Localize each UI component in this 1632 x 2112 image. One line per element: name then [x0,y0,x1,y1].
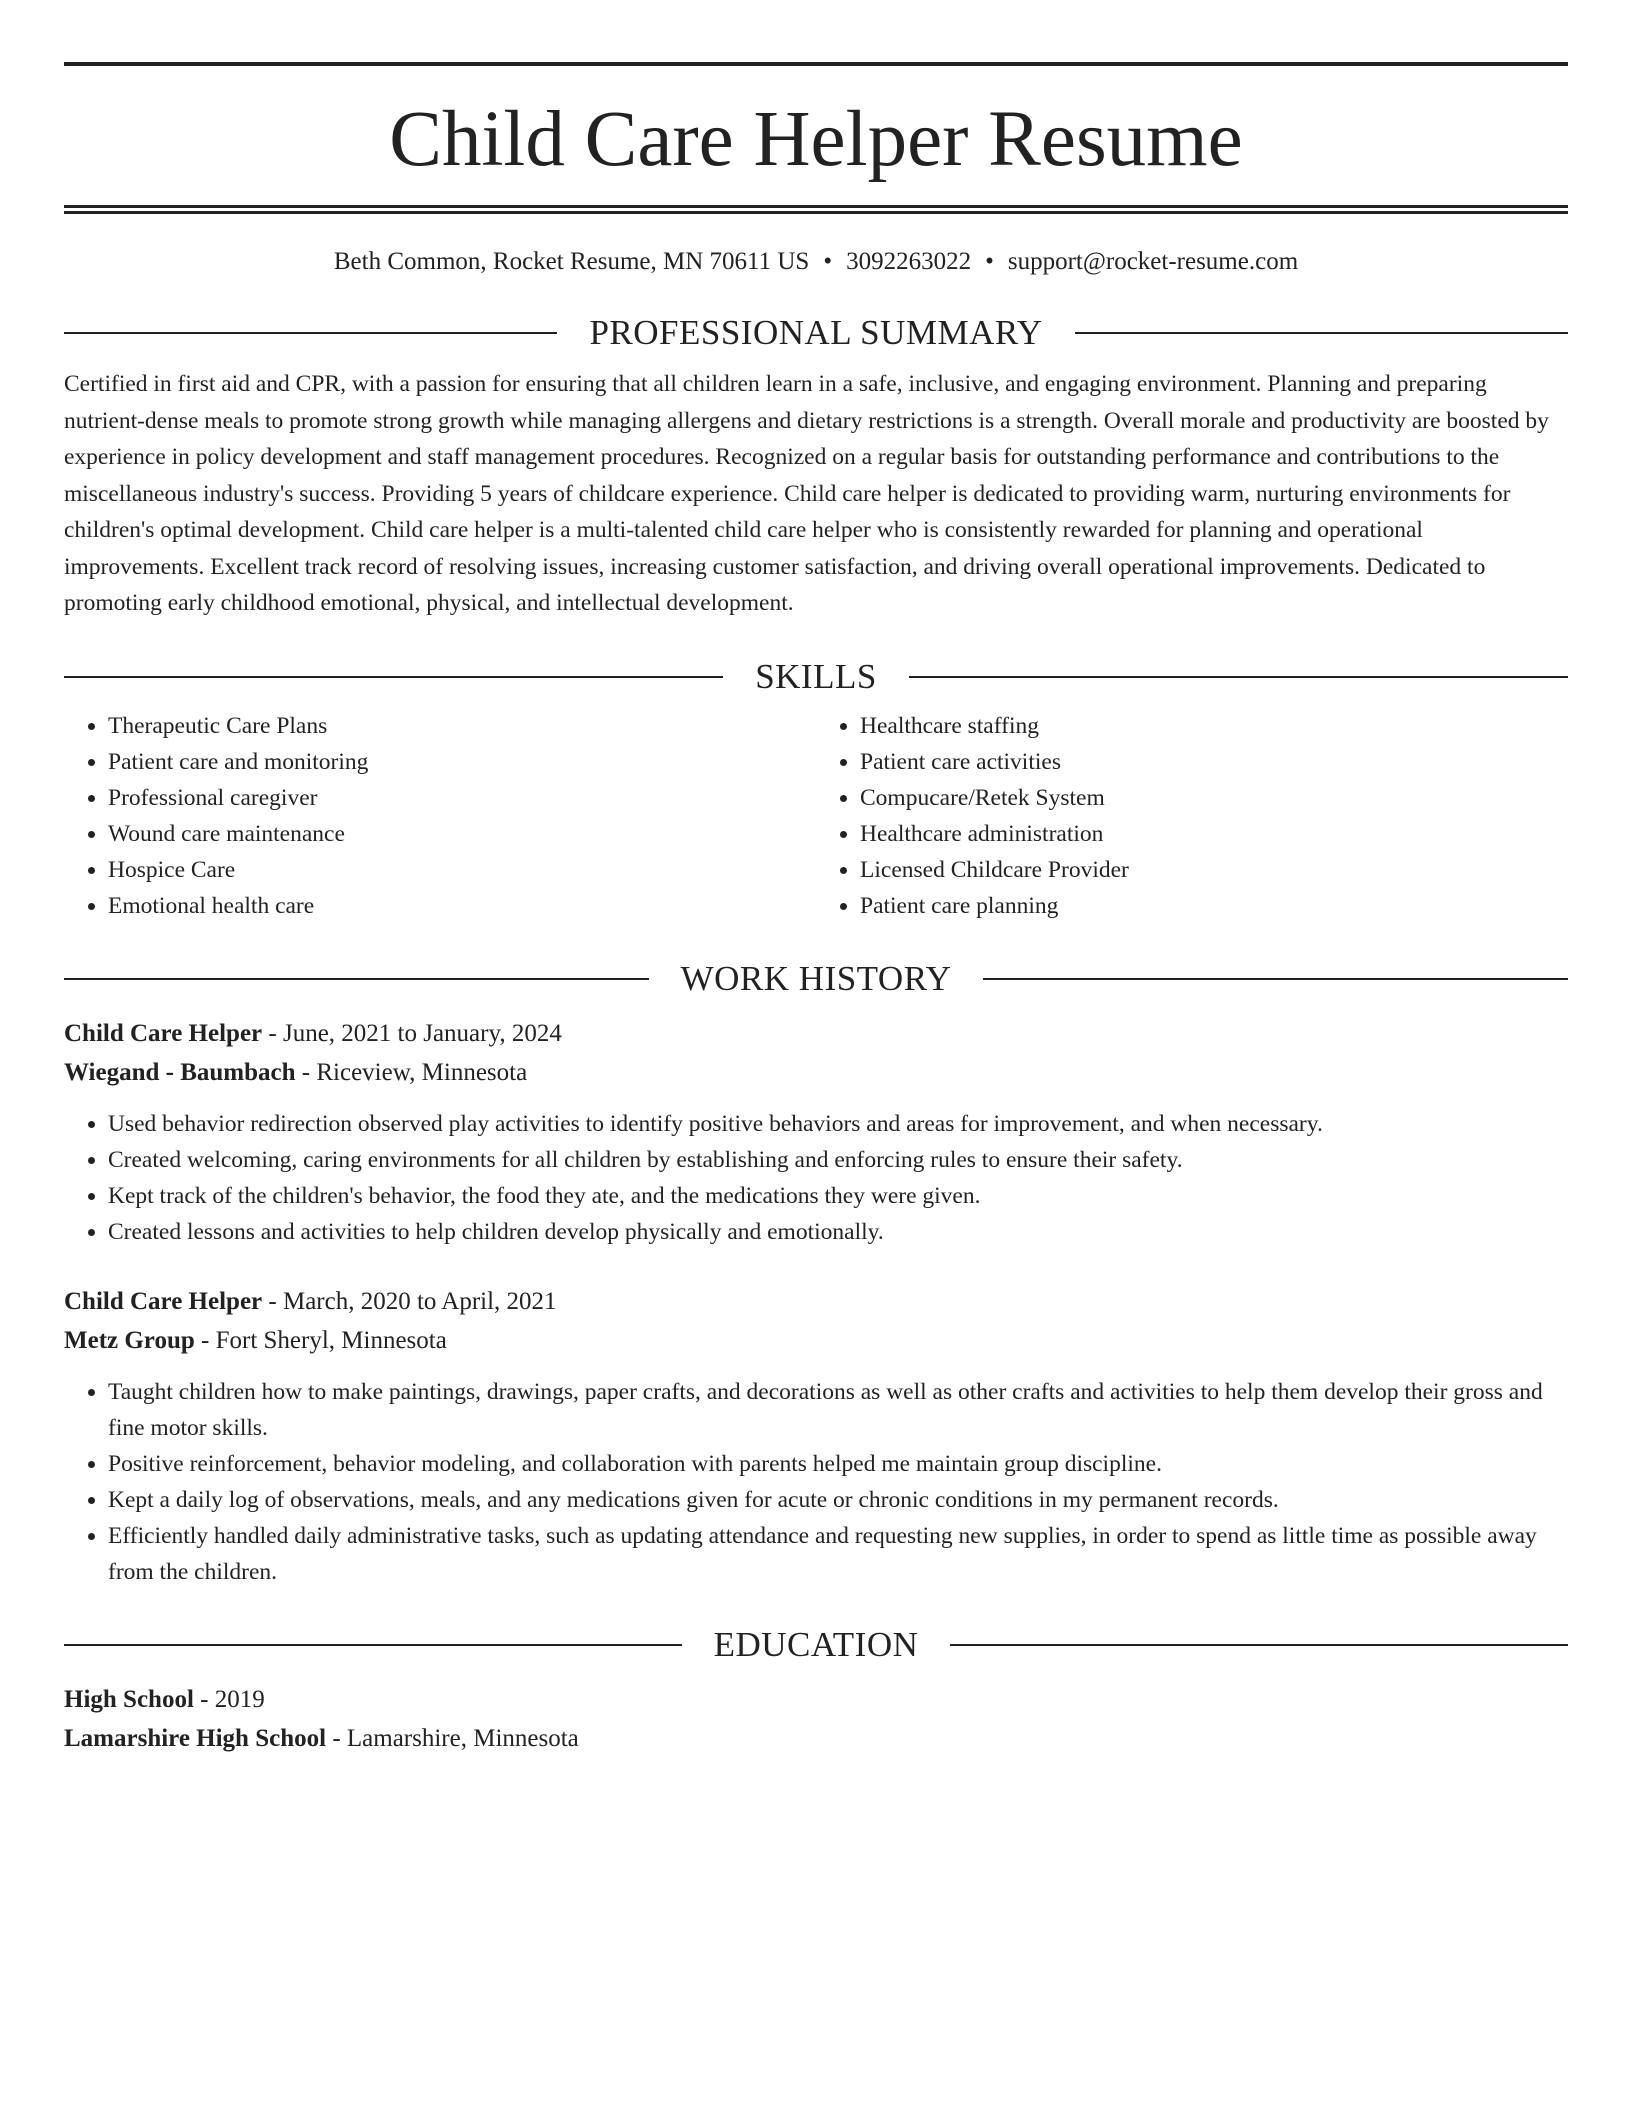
section-heading-work [64,958,1568,1000]
work-heading: WORK HISTORY [680,958,952,998]
job-bullet: • Kept track of the children's behavior, the food they ate, and the medications they were given. [108,1178,1568,1214]
skill-item: • Wound care maintenance [108,816,816,852]
job-bullets [64,1374,1568,1590]
job-title: Child Care Helper [64,1019,263,1047]
skill-item: • Healthcare staffing [860,708,1568,744]
heading-rule [64,978,649,980]
job-title-line [64,1014,1568,1053]
skill-item: • Patient care and monitoring [108,744,816,780]
skill-item: • Patient care planning [860,888,1568,924]
job-bullets [64,1106,1568,1250]
job-bullet: • Efficiently handled daily administrative tasks, such as updating attendance and requesting new supplies, in order to spend as little time as possible away from the children. [108,1518,1568,1590]
skill-item: • Professional caregiver [108,780,816,816]
job-dates: - June, 2021 to January, 2024 [262,1019,562,1047]
skill-item: • Therapeutic Care Plans [108,708,816,744]
job-title-line [64,1282,1568,1321]
heading-rule [64,676,723,678]
summary-text: Certified in first aid and CPR, with a passion for ensuring that all children learn in a safe, inclusive, and engaging environment. Planning and preparing nutrient-dense meals to promote strong growth while managing allergens and dietary restrictions is a strength. Overall morale and productivity are boosted by experience in policy development and staff management procedures. Recognized on a regular basis for outstanding performance and contributions to the miscellaneous industry's success. Providing 5 years of childcare experience. Child care helper is dedicated to providing warm, nurturing environments for children's optimal development. Child care helper is a multi-talented child care helper who is consistently rewarded for planning and operational improvements. Excellent track record of resolving issues, increasing customer satisfaction, and driving overall operational improvements. Dedicated to promoting early childhood emotional, physical, and intellectual development. [64,371,1549,616]
education-school-line [64,1719,1568,1758]
contact-separator: • [823,248,833,275]
contact-address: Beth Common, Rocket Resume, MN 70611 US [333,248,810,275]
job-bullet: • Used behavior redirection observed play activities to identify positive behaviors and areas for improvement, and when necessary. [108,1106,1568,1142]
job-location: - Fort Sheryl, Minnesota [194,1326,447,1354]
summary-heading: PROFESSIONAL SUMMARY [589,313,1043,352]
education-degree: High School [64,1685,194,1713]
skills-list [64,708,1568,924]
job-company-line [64,1053,1568,1092]
heading-rule [909,676,1568,678]
job-bullet: • Taught children how to make paintings, drawings, paper crafts, and decorations as well as other crafts and activities to help them develop their gross and fine motor skills. [108,1374,1568,1446]
skill-item: • Emotional health care [108,888,816,924]
heading-rule [950,1644,1568,1646]
top-rule [64,62,1568,66]
title-double-rule [64,205,1568,214]
education-heading: EDUCATION [713,1624,919,1664]
skills-column-right [816,708,1568,924]
job-entry [64,1282,1568,1590]
skill-item: • Compucare/Retek System [860,780,1568,816]
section-heading-summary [64,312,1568,354]
job-title: Child Care Helper [64,1287,263,1315]
job-company: Wiegand - Baumbach [64,1058,296,1086]
job-entry [64,1014,1568,1250]
resume-title: Child Care Helper Resume [389,96,1243,183]
job-company: Metz Group [64,1326,195,1354]
heading-rule [983,978,1568,980]
education-location: - Lamarshire, Minnesota [326,1724,579,1752]
job-bullet: • Created welcoming, caring environments for all children by establishing and enforcing rules to ensure their safety. [108,1142,1568,1178]
education-school: Lamarshire High School [64,1724,327,1752]
job-bullet: • Kept a daily log of observations, meals, and any medications given for acute or chronic conditions in my permanent records. [108,1482,1568,1518]
contact-phone[interactable]: 3092263022 [846,248,972,275]
job-company-line [64,1321,1568,1360]
skill-item: • Licensed Childcare Provider [860,852,1568,888]
job-bullet: • Positive reinforcement, behavior modeling, and collaboration with parents helped me maintain group discipline. [108,1446,1568,1482]
contact-line [64,246,1568,278]
heading-rule [1075,332,1568,334]
skills-heading: SKILLS [755,656,877,696]
education-entry [64,1680,1568,1758]
skill-item: • Healthcare administration [860,816,1568,852]
contact-separator: • [985,248,994,275]
contact-email[interactable]: support@rocket-resume.com [1007,248,1299,275]
education-degree-line [64,1680,1568,1719]
job-dates: - March, 2020 to April, 2021 [262,1287,557,1315]
job-location: - Riceview, Minnesota [295,1058,528,1086]
skill-item: • Patient care activities [860,744,1568,780]
skill-item: • Hospice Care [108,852,816,888]
section-heading-skills [64,656,1568,698]
section-heading-education [64,1624,1568,1666]
skills-column-left [64,708,816,924]
education-year: - 2019 [193,1685,265,1713]
heading-rule [64,332,557,334]
heading-rule [64,1644,682,1646]
job-bullet: • Created lessons and activities to help children develop physically and emotionally. [108,1214,1568,1250]
